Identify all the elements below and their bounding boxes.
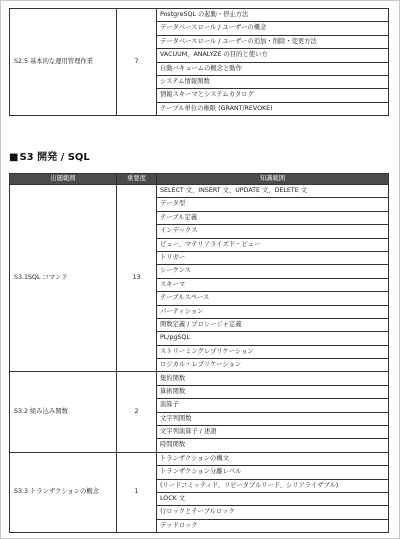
knowledge-item-cell: システム情報関数: [157, 75, 389, 88]
knowledge-item-cell: 自動バキュームの概念と動作: [157, 62, 389, 75]
knowledge-item-cell: トランザクション分離レベル: [157, 466, 389, 479]
knowledge-item-cell: 行ロックとテーブルロック: [157, 506, 389, 519]
knowledge-item-cell: PL/pgSQL: [157, 332, 389, 345]
knowledge-item-cell: ロジカル・レプリケーション: [157, 359, 389, 372]
importance-cell: 13: [117, 185, 157, 372]
table-row: [10, 185, 389, 198]
knowledge-item-cell: 算術関数: [157, 385, 389, 398]
knowledge-item-cell: テーブル定義: [157, 211, 389, 224]
knowledge-item-cell: 文字列演算子 / 述語: [157, 426, 389, 439]
knowledge-item-cell: 演算子: [157, 399, 389, 412]
knowledge-item-cell: VACUUM、ANALYZE の目的と使い方: [157, 49, 389, 62]
importance-cell: 1: [117, 452, 157, 532]
knowledge-item-cell: 時間関数: [157, 439, 389, 452]
knowledge-item-cell: トリガー: [157, 251, 389, 264]
knowledge-item-cell: テーブル単位の権限 (GRANT/REVOKE): [157, 102, 389, 115]
knowledge-item-cell: デッドロック: [157, 519, 389, 532]
category-cell: S3.1SQL コマンド: [10, 185, 117, 372]
section-marker: ■: [9, 152, 19, 163]
knowledge-item-cell: ストリーミングレプリケーション: [157, 345, 389, 358]
knowledge-item-cell: パーティション: [157, 305, 389, 318]
knowledge-item-cell: 集約関数: [157, 372, 389, 385]
knowledge-item-cell: 文字列関数: [157, 412, 389, 425]
header-category: 出題範囲: [10, 174, 117, 185]
knowledge-item-cell: シーケンス: [157, 265, 389, 278]
main-syllabus-table: [9, 173, 389, 533]
table-row: [10, 372, 389, 385]
table-header-row: [10, 174, 389, 185]
knowledge-item-cell: データベースロール / ユーザーの概念: [157, 22, 389, 35]
table-row: [10, 452, 389, 465]
knowledge-item-cell: データ型: [157, 198, 389, 211]
category-cell: S3.3 トランザクションの概念: [10, 452, 117, 532]
knowledge-item-cell: トランザクションの構文: [157, 452, 389, 465]
importance-cell: 7: [117, 9, 157, 116]
section-title: S3 開発 / SQL: [19, 152, 90, 163]
knowledge-item-cell: スキーマ: [157, 278, 389, 291]
knowledge-item-cell: ビュー、マテリアライズド・ビュー: [157, 238, 389, 251]
header-knowledge: 知識範囲: [157, 174, 389, 185]
table-row: [10, 9, 389, 22]
knowledge-item-cell: 関数定義 / プロシージャ定義: [157, 318, 389, 331]
header-importance: 重要度: [117, 174, 157, 185]
knowledge-item-cell: テーブルスペース: [157, 292, 389, 305]
knowledge-item-cell: 情報スキーマとシステムカタログ: [157, 89, 389, 102]
knowledge-item-cell: SELECT 文、INSERT 文、UPDATE 文、DELETE 文: [157, 185, 389, 198]
section-heading: [9, 148, 90, 163]
knowledge-item-cell: LOCK 文: [157, 492, 389, 505]
category-cell: S2.5 基本的な運用管理作業: [10, 9, 117, 116]
knowledge-item-cell: インデックス: [157, 225, 389, 238]
knowledge-item-cell: PostgreSQL の起動・停止方法: [157, 9, 389, 22]
category-cell: S3.2 組み込み関数: [10, 372, 117, 452]
top-syllabus-table: [9, 8, 389, 116]
knowledge-item-cell: (リードコミッティド、リピータブルリード、シリアライザブル): [157, 479, 389, 492]
knowledge-item-cell: データベースロール / ユーザーの追加・削除・変更方法: [157, 35, 389, 48]
importance-cell: 2: [117, 372, 157, 452]
